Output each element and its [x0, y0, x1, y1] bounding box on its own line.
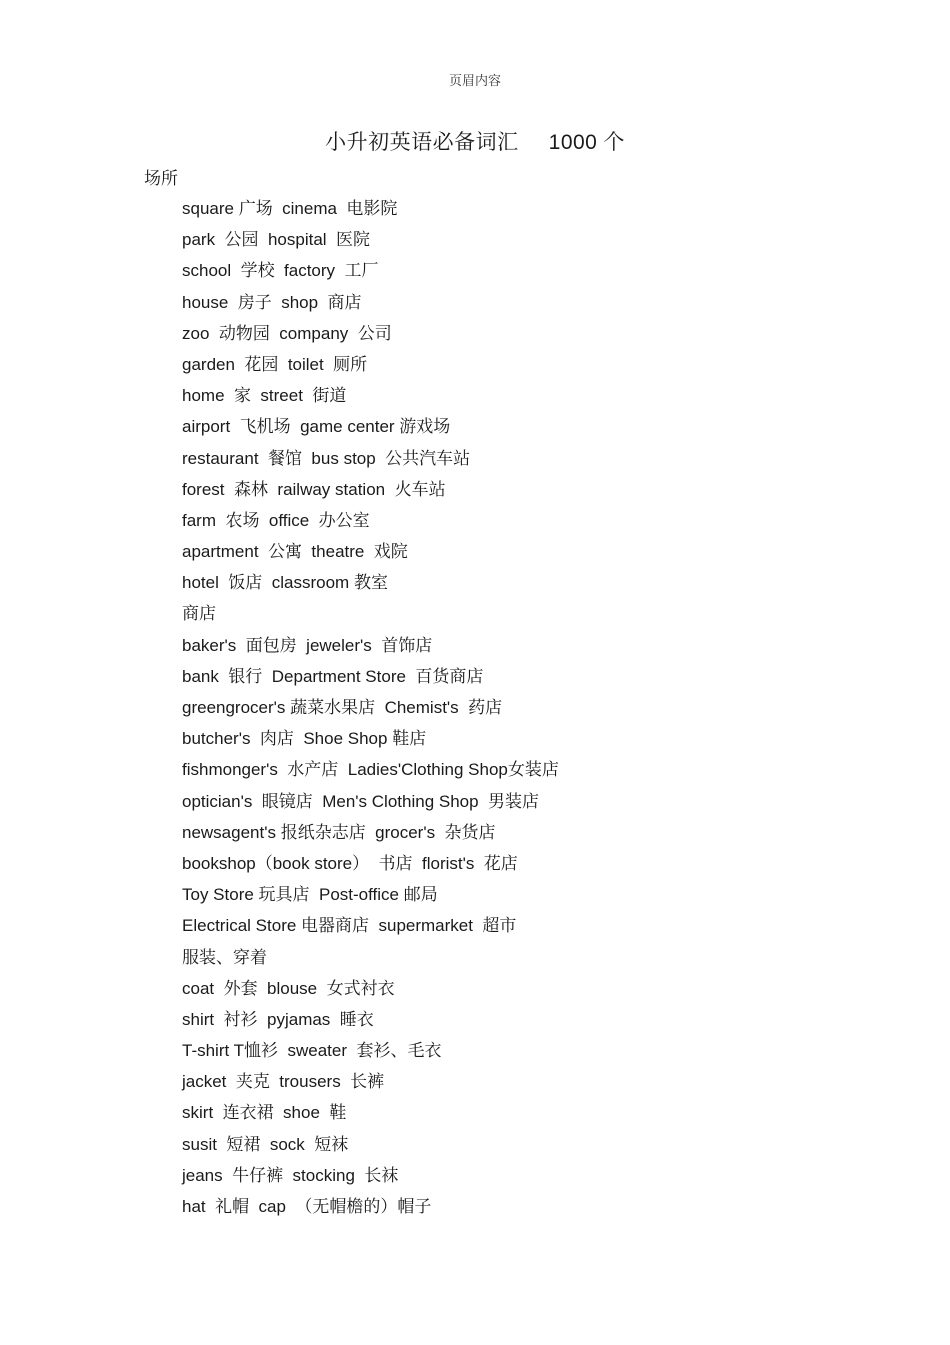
vocab-line: jacket 夹克 trousers 长裤 [182, 1072, 385, 1092]
vocab-line: airport 飞机场 game center 游戏场 [182, 417, 451, 437]
vocab-line: newsagent's 报纸杂志店 grocer's 杂货店 [182, 822, 496, 842]
document-title [0, 126, 950, 156]
vocab-line: T-shirt T恤衫 sweater 套衫、毛衣 [182, 1041, 442, 1061]
section-heading-shops: 商店 [182, 604, 216, 624]
vocab-line: farm 农场 office 办公室 [182, 510, 370, 530]
title-number: 1000 [548, 131, 598, 154]
vocab-line: school 学校 factory 工厂 [182, 261, 379, 281]
section-heading-places: 场所 [144, 169, 178, 189]
title-unit: 个 [603, 130, 625, 154]
vocab-line: Electrical Store 电器商店 supermarket 超市 [182, 916, 517, 936]
vocab-line: Toy Store 玩具店 Post-office 邮局 [182, 885, 438, 905]
vocab-line: greengrocer's 蔬菜水果店 Chemist's 药店 [182, 698, 503, 717]
section-heading-clothing: 服装、穿着 [182, 947, 267, 967]
vocab-line: optician's 眼镜店 Men's Clothing Shop 男装店 [182, 791, 540, 811]
vocab-line: fishmonger's 水产店 Ladies'Clothing Shop女装店 [182, 760, 559, 780]
vocab-line: restaurant 餐馆 bus stop 公共汽车站 [182, 448, 471, 468]
vocab-line: butcher's 肉店 Shoe Shop 鞋店 [182, 729, 427, 749]
vocab-line: hotel 饭店 classroom 教室 [182, 573, 388, 593]
vocab-line: park 公园 hospital 医院 [182, 230, 371, 250]
vocab-line: hat 礼帽 cap （无帽檐的）帽子 [182, 1197, 432, 1216]
vocab-line: apartment 公寓 theatre 戏院 [182, 542, 408, 562]
vocab-line: square 广场 cinema 电影院 [182, 199, 398, 218]
vocab-line: skirt 连衣裙 shoe 鞋 [182, 1103, 347, 1123]
vocab-line: forest 森林 railway station 火车站 [182, 479, 446, 499]
vocab-line: home 家 street 街道 [182, 386, 347, 406]
vocabulary-content [0, 165, 950, 1222]
vocab-line: jeans 牛仔裤 stocking 长袜 [182, 1165, 399, 1185]
page-header: 页眉内容 [448, 74, 501, 89]
vocab-line: zoo 动物园 company 公司 [182, 323, 392, 343]
vocab-line: bank 银行 Department Store 百货商店 [182, 666, 484, 686]
vocab-line: bookshop（book store） 书店 florist's 花店 [182, 853, 518, 873]
vocab-line: shirt 衬衫 pyjamas 睡衣 [182, 1009, 374, 1029]
vocab-line: baker's 面包房 jeweler's 首饰店 [182, 635, 433, 655]
vocab-line: susit 短裙 sock 短袜 [182, 1134, 349, 1154]
vocab-line: garden 花园 toilet 厕所 [182, 354, 368, 374]
vocab-line: house 房子 shop 商店 [182, 292, 362, 312]
vocab-line: coat 外套 blouse 女式衬衣 [182, 978, 395, 998]
title-main: 小升初英语必备词汇 [325, 130, 519, 154]
